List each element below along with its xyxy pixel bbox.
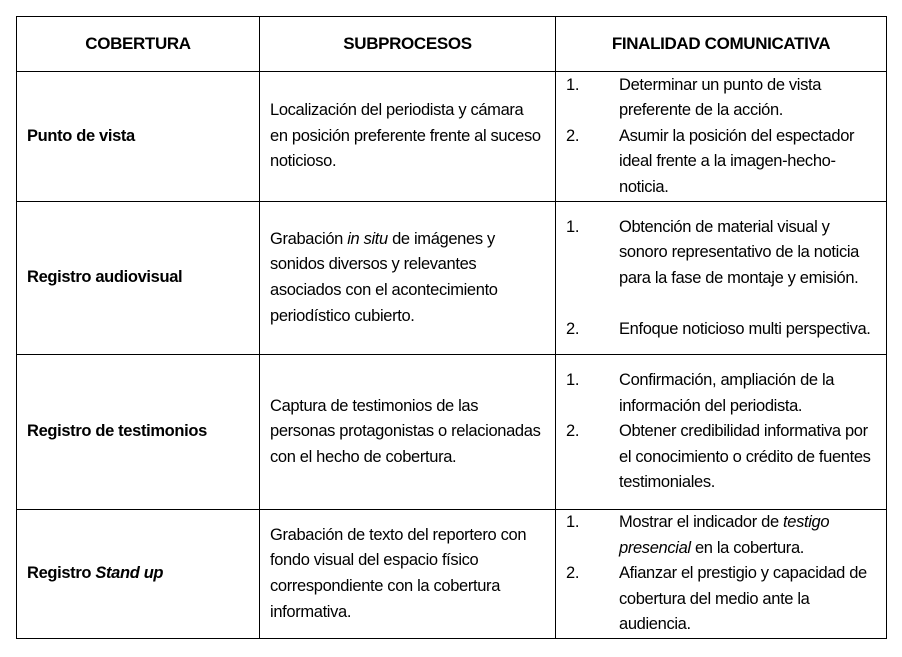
cobertura-text-start: Registro bbox=[27, 564, 96, 583]
subproceso-cell: Captura de testimonios de las personas protagonistas o relacionadas con el hecho de cobertura. bbox=[260, 355, 556, 510]
finalidad-text: Enfoque noticioso multi perspectiva. bbox=[619, 319, 871, 338]
finalidad-text: Confirmación, ampliación de la información del periodista. bbox=[619, 371, 835, 415]
finalidad-text bbox=[619, 510, 876, 561]
finalidad-number: 2. bbox=[566, 126, 580, 145]
finalidad-text: Asumir la posición del espectador ideal frente a la imagen-hecho-noticia. bbox=[619, 126, 855, 196]
finalidad-cell bbox=[556, 72, 887, 202]
header-cobertura: COBERTURA bbox=[17, 17, 260, 72]
finalidad-number: 1. bbox=[566, 75, 580, 94]
finalidad-cell bbox=[556, 202, 887, 355]
finalidad-item bbox=[566, 317, 876, 343]
finalidad-item bbox=[566, 561, 876, 638]
subproceso-cell: Grabación de texto del reportero con fondo visual del espacio físico correspondiente con la cobertura informativa. bbox=[260, 510, 556, 639]
coverage-table bbox=[16, 16, 887, 639]
finalidad-text: Obtener credibilidad informativa por el conocimiento o crédito de fuentes testimoniales. bbox=[619, 422, 871, 492]
finalidad-item bbox=[566, 73, 876, 124]
subproceso-cell: Localización del periodista y cámara en posición preferente frente al suceso noticioso. bbox=[260, 72, 556, 202]
finalidad-item bbox=[566, 124, 876, 201]
header-finalidad-comunicativa: FINALIDAD COMUNICATIVA bbox=[556, 17, 887, 72]
header-row bbox=[17, 17, 887, 72]
finalidad-cell bbox=[556, 355, 887, 510]
subproceso-italic-text: in situ bbox=[347, 229, 388, 248]
finalidad-italic-text: testigo presencial bbox=[619, 513, 830, 557]
finalidad-item bbox=[566, 510, 876, 561]
finalidad-text: Afianzar el prestigio y capacidad de cobertura del medio ante la audiencia. bbox=[619, 564, 867, 634]
cobertura-cell: Registro de testimonios bbox=[17, 355, 260, 510]
finalidad-item bbox=[566, 419, 876, 496]
finalidad-item bbox=[566, 215, 876, 292]
cobertura-cell: Registro audiovisual bbox=[17, 202, 260, 355]
finalidad-text-end: en la cobertura. bbox=[690, 538, 805, 557]
subproceso-text-end: de imágenes y sonidos diversos y relevantes asociados con el acontecimiento periodístico cubierto. bbox=[270, 229, 498, 325]
header-subprocesos: SUBPROCESOS bbox=[260, 17, 556, 72]
cobertura-cell bbox=[17, 510, 260, 639]
subproceso-text-start: Grabación bbox=[270, 229, 348, 248]
table-row bbox=[17, 202, 887, 355]
finalidad-number: 1. bbox=[566, 513, 580, 531]
cobertura-italic-text: Stand up bbox=[95, 564, 164, 583]
table-row bbox=[17, 72, 887, 202]
cobertura-cell: Punto de vista bbox=[17, 72, 260, 202]
finalidad-number: 1. bbox=[566, 217, 580, 236]
finalidad-text: Obtención de material visual y sonoro representativo de la noticia para la fase de montaje y emisión. bbox=[619, 217, 859, 287]
finalidad-number: 2. bbox=[566, 319, 580, 338]
table-row bbox=[17, 355, 887, 510]
finalidad-item bbox=[566, 368, 876, 419]
finalidad-text: Determinar un punto de vista preferente de la acción. bbox=[619, 75, 822, 120]
subproceso-cell bbox=[260, 202, 556, 355]
finalidad-text-start: Mostrar el indicador de bbox=[619, 513, 784, 531]
finalidad-number: 2. bbox=[566, 564, 580, 583]
finalidad-number: 1. bbox=[566, 371, 580, 390]
table-row bbox=[17, 510, 887, 639]
finalidad-number: 2. bbox=[566, 422, 580, 441]
finalidad-cell bbox=[556, 510, 887, 639]
